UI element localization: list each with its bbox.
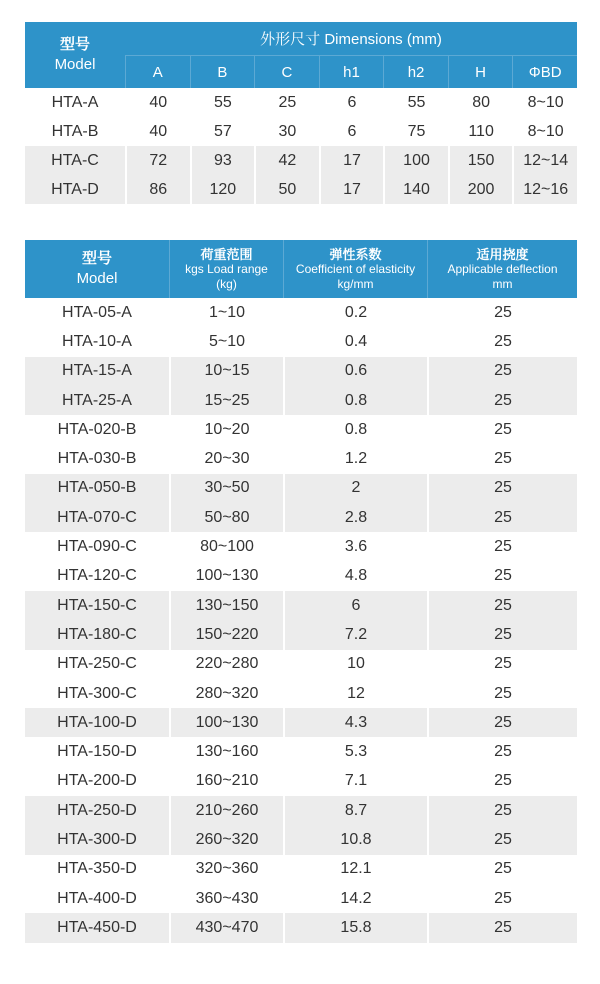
dimensions-row <box>25 88 577 117</box>
dimension-value-cell: 72 <box>125 146 190 175</box>
load-range-cell: 320~360 <box>169 855 283 884</box>
spec-row <box>25 855 577 884</box>
load-range-cell: 100~130 <box>169 708 283 737</box>
spec-row <box>25 913 577 942</box>
spec-row <box>25 474 577 503</box>
spec-row <box>25 796 577 825</box>
dimensions-row <box>25 175 577 204</box>
deflection-cell: 25 <box>427 825 577 854</box>
coefficient-cell: 0.8 <box>283 415 427 444</box>
dimensions-table-body <box>25 88 577 204</box>
load-range-column-header <box>169 240 283 298</box>
model-cell: HTA-05-A <box>25 298 169 327</box>
dimension-value-cell: 75 <box>383 117 448 146</box>
model-cell: HTA-D <box>25 175 125 204</box>
load-range-cell: 10~15 <box>169 357 283 386</box>
load-range-cell: 100~130 <box>169 562 283 591</box>
coefficient-cell: 10 <box>283 650 427 679</box>
spec-model-header-en: Model <box>76 270 118 287</box>
dimension-value-cell: 55 <box>383 88 448 117</box>
load-range-header-en: kgs Load range <box>185 261 268 276</box>
spec-row <box>25 708 577 737</box>
dimension-value-cell: 6 <box>319 88 384 117</box>
model-header-zh: 型号 <box>59 36 90 53</box>
deflection-header-unit: mm <box>492 276 513 291</box>
coefficient-cell: 0.6 <box>283 357 427 386</box>
model-cell: HTA-300-C <box>25 679 169 708</box>
deflection-cell: 25 <box>427 737 577 766</box>
load-range-cell: 5~10 <box>169 327 283 356</box>
coefficient-column-header <box>283 240 427 298</box>
coefficient-cell: 0.2 <box>283 298 427 327</box>
spec-row <box>25 767 577 796</box>
dimension-value-cell: 86 <box>125 175 190 204</box>
model-cell: HTA-C <box>25 146 125 175</box>
model-cell: HTA-050-B <box>25 474 169 503</box>
column-header-b: B <box>190 56 255 88</box>
load-spec-table <box>25 240 577 943</box>
model-cell: HTA-150-C <box>25 591 169 620</box>
model-cell: HTA-020-B <box>25 415 169 444</box>
deflection-cell: 25 <box>427 386 577 415</box>
load-range-header-unit: (kg) <box>216 276 237 291</box>
spec-model-header-zh: 型号 <box>81 250 112 267</box>
deflection-cell: 25 <box>427 298 577 327</box>
spec-row <box>25 357 577 386</box>
spec-row <box>25 444 577 473</box>
spec-sheet <box>0 22 600 984</box>
column-header-h1: h1 <box>319 56 384 88</box>
coefficient-cell: 7.1 <box>283 767 427 796</box>
spec-row <box>25 620 577 649</box>
model-cell: HTA-A <box>25 88 125 117</box>
dimension-value-cell: 200 <box>448 175 513 204</box>
dimension-value-cell: 12~16 <box>512 175 577 204</box>
column-header-obd: ΦBD <box>512 56 577 88</box>
spec-row <box>25 562 577 591</box>
deflection-cell: 25 <box>427 415 577 444</box>
coefficient-cell: 3.6 <box>283 532 427 561</box>
spec-table-body <box>25 298 577 943</box>
deflection-header-en: Applicable deflection <box>447 261 558 276</box>
deflection-cell: 25 <box>427 503 577 532</box>
deflection-cell: 25 <box>427 855 577 884</box>
spec-row <box>25 532 577 561</box>
coefficient-cell: 0.4 <box>283 327 427 356</box>
model-cell: HTA-070-C <box>25 503 169 532</box>
deflection-cell: 25 <box>427 474 577 503</box>
model-cell: HTA-250-C <box>25 650 169 679</box>
coefficient-cell: 6 <box>283 591 427 620</box>
column-header-a: A <box>125 56 190 88</box>
coefficient-cell: 12.1 <box>283 855 427 884</box>
dimension-value-cell: 80 <box>448 88 513 117</box>
model-cell: HTA-030-B <box>25 444 169 473</box>
dimension-value-cell: 110 <box>448 117 513 146</box>
model-cell: HTA-350-D <box>25 855 169 884</box>
load-range-cell: 160~210 <box>169 767 283 796</box>
coefficient-cell: 2 <box>283 474 427 503</box>
load-range-cell: 50~80 <box>169 503 283 532</box>
coefficient-cell: 4.8 <box>283 562 427 591</box>
load-range-header-zh: 荷重范围 <box>200 246 253 262</box>
spec-row <box>25 503 577 532</box>
load-range-cell: 280~320 <box>169 679 283 708</box>
deflection-cell: 25 <box>427 767 577 796</box>
load-range-cell: 20~30 <box>169 444 283 473</box>
deflection-cell: 25 <box>427 796 577 825</box>
dimensions-row <box>25 117 577 146</box>
dimensions-table <box>25 22 577 204</box>
spec-row <box>25 298 577 327</box>
load-range-cell: 150~220 <box>169 620 283 649</box>
model-cell: HTA-300-D <box>25 825 169 854</box>
coefficient-cell: 2.8 <box>283 503 427 532</box>
spec-row <box>25 386 577 415</box>
deflection-header-zh: 适用挠度 <box>476 246 529 262</box>
model-cell: HTA-200-D <box>25 767 169 796</box>
dimension-value-cell: 93 <box>190 146 255 175</box>
spec-row <box>25 679 577 708</box>
coefficient-header-zh: 弹性系数 <box>329 246 382 262</box>
coefficient-header-en: Coefficient of elasticity <box>295 261 416 276</box>
dimension-value-cell: 57 <box>190 117 255 146</box>
coefficient-cell: 4.3 <box>283 708 427 737</box>
model-cell: HTA-B <box>25 117 125 146</box>
dimension-value-cell: 100 <box>383 146 448 175</box>
dimension-value-cell: 30 <box>254 117 319 146</box>
spec-row <box>25 591 577 620</box>
model-cell: HTA-180-C <box>25 620 169 649</box>
load-range-cell: 30~50 <box>169 474 283 503</box>
coefficient-cell: 14.2 <box>283 884 427 913</box>
deflection-cell: 25 <box>427 591 577 620</box>
load-range-cell: 220~280 <box>169 650 283 679</box>
spec-row <box>25 825 577 854</box>
coefficient-cell: 10.8 <box>283 825 427 854</box>
deflection-cell: 25 <box>427 708 577 737</box>
deflection-cell: 25 <box>427 913 577 942</box>
dimensions-group-header: 外形尺寸 Dimensions (mm) <box>125 22 577 56</box>
dimension-value-cell: 150 <box>448 146 513 175</box>
deflection-cell: 25 <box>427 562 577 591</box>
load-range-cell: 130~160 <box>169 737 283 766</box>
dimension-value-cell: 12~14 <box>512 146 577 175</box>
spec-row <box>25 415 577 444</box>
spec-row <box>25 884 577 913</box>
load-range-cell: 80~100 <box>169 532 283 561</box>
deflection-cell: 25 <box>427 884 577 913</box>
coefficient-cell: 12 <box>283 679 427 708</box>
load-range-cell: 10~20 <box>169 415 283 444</box>
spec-row <box>25 737 577 766</box>
deflection-cell: 25 <box>427 357 577 386</box>
model-cell: HTA-090-C <box>25 532 169 561</box>
deflection-cell: 25 <box>427 327 577 356</box>
column-header-h2: h2 <box>383 56 448 88</box>
deflection-cell: 25 <box>427 650 577 679</box>
dimension-value-cell: 140 <box>383 175 448 204</box>
dimensions-table-header <box>25 22 577 88</box>
dimension-value-cell: 120 <box>190 175 255 204</box>
deflection-column-header <box>427 240 577 298</box>
coefficient-cell: 15.8 <box>283 913 427 942</box>
dimensions-row <box>25 146 577 175</box>
model-column-header <box>25 22 125 88</box>
deflection-cell: 25 <box>427 620 577 649</box>
model-cell: HTA-25-A <box>25 386 169 415</box>
dimension-value-cell: 17 <box>319 175 384 204</box>
load-range-cell: 15~25 <box>169 386 283 415</box>
load-range-cell: 260~320 <box>169 825 283 854</box>
column-header-c: C <box>254 56 319 88</box>
dimension-value-cell: 42 <box>254 146 319 175</box>
load-range-cell: 1~10 <box>169 298 283 327</box>
dimension-value-cell: 17 <box>319 146 384 175</box>
model-cell: HTA-450-D <box>25 913 169 942</box>
load-range-cell: 430~470 <box>169 913 283 942</box>
model-header-en: Model <box>54 56 96 73</box>
coefficient-cell: 8.7 <box>283 796 427 825</box>
column-header-h: H <box>448 56 513 88</box>
deflection-cell: 25 <box>427 444 577 473</box>
coefficient-header-unit: kg/mm <box>337 276 374 291</box>
spec-table-header <box>25 240 577 298</box>
model-cell: HTA-120-C <box>25 562 169 591</box>
coefficient-cell: 7.2 <box>283 620 427 649</box>
deflection-cell: 25 <box>427 532 577 561</box>
load-range-cell: 360~430 <box>169 884 283 913</box>
coefficient-cell: 5.3 <box>283 737 427 766</box>
model-cell: HTA-250-D <box>25 796 169 825</box>
dimension-value-cell: 40 <box>125 88 190 117</box>
coefficient-cell: 1.2 <box>283 444 427 473</box>
dimension-value-cell: 8~10 <box>512 88 577 117</box>
model-cell: HTA-150-D <box>25 737 169 766</box>
dimension-value-cell: 8~10 <box>512 117 577 146</box>
spec-row <box>25 650 577 679</box>
coefficient-cell: 0.8 <box>283 386 427 415</box>
model-cell: HTA-400-D <box>25 884 169 913</box>
load-range-cell: 210~260 <box>169 796 283 825</box>
model-cell: HTA-10-A <box>25 327 169 356</box>
dimension-value-cell: 6 <box>319 117 384 146</box>
dimension-value-cell: 25 <box>254 88 319 117</box>
model-cell: HTA-15-A <box>25 357 169 386</box>
spec-row <box>25 327 577 356</box>
model-cell: HTA-100-D <box>25 708 169 737</box>
spec-model-column-header <box>25 240 169 298</box>
dimension-value-cell: 55 <box>190 88 255 117</box>
dimension-value-cell: 50 <box>254 175 319 204</box>
dimension-value-cell: 40 <box>125 117 190 146</box>
load-range-cell: 130~150 <box>169 591 283 620</box>
deflection-cell: 25 <box>427 679 577 708</box>
